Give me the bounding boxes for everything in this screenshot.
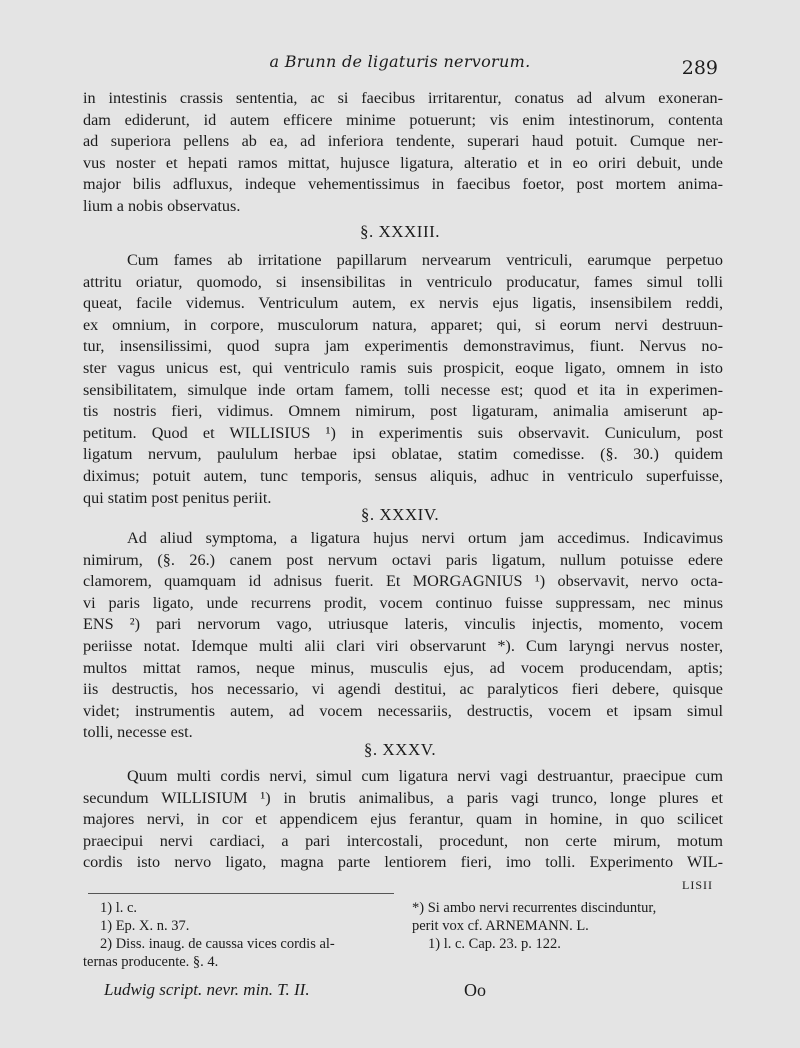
text-line: iis destructis, hos necessario, vi agendi destitui, ac paralyticos fieri debere, quisque — [83, 680, 723, 699]
paragraph-2 — [83, 250, 723, 509]
text-line: qui statim post penitus periit. — [83, 488, 272, 507]
catchword: LISII — [682, 878, 713, 892]
text-line: vi paris ligato, unde recurrens prodit, vocem continuo fuisse suppressam, nec minus — [83, 593, 723, 612]
text-line: videt; instrumentis autem, ad vocem necessariis, destructis, vocem et ipsam simul — [83, 701, 723, 720]
text-line: ster vagus unicus est, qui ventriculo ramis suis prospicit, eoque ligato, omnem in isto — [83, 358, 723, 377]
text-line: diximus; potuit autem, tunc temporis, sensus aliquis, adhuc in ventriculo superfuisse, — [83, 466, 723, 485]
text-line: lium a nobis observatus. — [83, 196, 241, 215]
footnote-left-4: ternas producente. §. 4. — [83, 954, 219, 970]
text-line: ex omnium, in corpore, musculorum natura, apparet; qui, si eorum nervi destruun- — [83, 315, 723, 334]
text-line: tolli, necesse est. — [83, 723, 193, 742]
text-line: tis nostris fieri, vidimus. Omnem nimirum, post ligaturam, animalia amiserunt ap- — [83, 402, 723, 421]
paragraph-3 — [83, 528, 723, 744]
footnote-left-1: 1) l. c. — [100, 900, 138, 916]
section-heading-xxxiv: §. XXXIV. — [360, 505, 440, 524]
signature-line: Ludwig script. nevr. min. T. II. — [104, 980, 310, 999]
footnote-left-2: 1) Ep. X. n. 37. — [100, 918, 190, 934]
text-line: ad superiora pellens ab ea, ad inferiora tendente, superari haud potuit. Cumque ner- — [83, 132, 723, 151]
text-line: cordis isto nervo ligato, magna parte lentiorem fieri, imo tolli. Experimento WIL- — [83, 853, 723, 872]
text-line: secundum WILLISIUM ¹) in brutis animalibus, a paris vagi trunco, longe plures et — [83, 788, 723, 807]
footnote-right-3: 1) l. c. Cap. 23. p. 122. — [428, 936, 561, 952]
text-line: tur, insensilissimi, quod supra jam experimentis demonstravimus, fiunt. Nervus no- — [83, 337, 723, 356]
text-line: attritu oriatur, quomodo, si insensibilitas in ventriculo producatur, fames simul tolli — [83, 272, 723, 291]
running-title: a Brunn de ligaturis nervorum. — [269, 52, 531, 71]
text-line: major bilis adfluxus, indeque vehementissimus in faecibus foetor, post mortem anima- — [83, 175, 723, 194]
text-line: in intestinis crassis sententia, ac si faecibus irritarentur, conatus ad alvum exoneran- — [83, 89, 723, 107]
text-line: vus noster et hepati ramos mittat, hujusce ligatura, alteratio et in eo oriri debuit, unde — [83, 153, 723, 172]
text-line: Quum multi cordis nervi, simul cum ligatura nervi vagi destruantur, praecipue cum — [127, 767, 723, 785]
footnote-rule — [88, 893, 394, 894]
text-line: sensibilitatem, simulque inde ortam famem, tolli necesse est; quod et ita in experimen- — [83, 380, 723, 399]
text-line: ENS ²) pari nervorum vago, utriusque lateris, vinculis injectis, momento, vocem — [83, 615, 723, 634]
text-line: Cum fames ab irritatione papillarum nervearum ventriculi, earumque perpetuo — [127, 251, 723, 269]
page-number: 289 — [681, 57, 718, 79]
section-heading-xxxiii: §. XXXIII. — [359, 222, 441, 241]
footnote-left-3: 2) Diss. inaug. de caussa vices cordis al- — [100, 936, 335, 952]
text-line: clamorem, quamquam id adnisus fuerit. Et MORGAGNIUS ¹) observavit, nervo octa- — [83, 572, 723, 591]
footnote-right-2: perit vox cf. ARNEMANN. L. — [412, 918, 589, 934]
text-line: periisse notat. Idemque multi alii clari viri observarunt *). Cum laryngi nervus noster, — [83, 636, 723, 655]
text-line: ligatum nervum, paululum herbae ipsi oblatae, statim comedisse. (§. 30.) quidem — [83, 445, 723, 464]
footnote-right-1: *) Si ambo nervi recurrentes discinduntur, — [412, 900, 657, 916]
section-heading-xxxv: §. XXXV. — [363, 740, 437, 759]
text-line: queat, facile videmus. Ventriculum autem, ex nervis ejus ligatis, insensibilem reddi, — [83, 294, 723, 313]
text-line: dam ediderunt, id autem efficere minime potuerunt; vis enim intestinorum, contenta — [83, 110, 723, 129]
paragraph-4 — [83, 766, 723, 874]
text-line: Ad aliud symptoma, a ligatura hujus nervi ortum jam accedimus. Indicavimus — [127, 529, 723, 547]
text-line: multos mittat ramos, neque minus, musculis ejus, ad vocem producendam, aptis; — [83, 658, 723, 677]
paragraph-1 — [83, 88, 723, 218]
text-line: petitum. Quod et WILLISIUS ¹) in experimentis suis observavit. Cuniculum, post — [83, 423, 723, 442]
text-line: nimirum, (§. 26.) canem post nervum octavi paris ligatum, nullum potuisse edere — [83, 550, 723, 569]
signature-mark: Oo — [464, 980, 486, 1000]
text-line: praecipui nervi cardiaci, a pari intercostali, procedunt, non certe mirum, motum — [83, 831, 723, 850]
text-line: majores nervi, in cor et appendicem ejus ferantur, quam in homine, in quo scilicet — [83, 810, 723, 829]
